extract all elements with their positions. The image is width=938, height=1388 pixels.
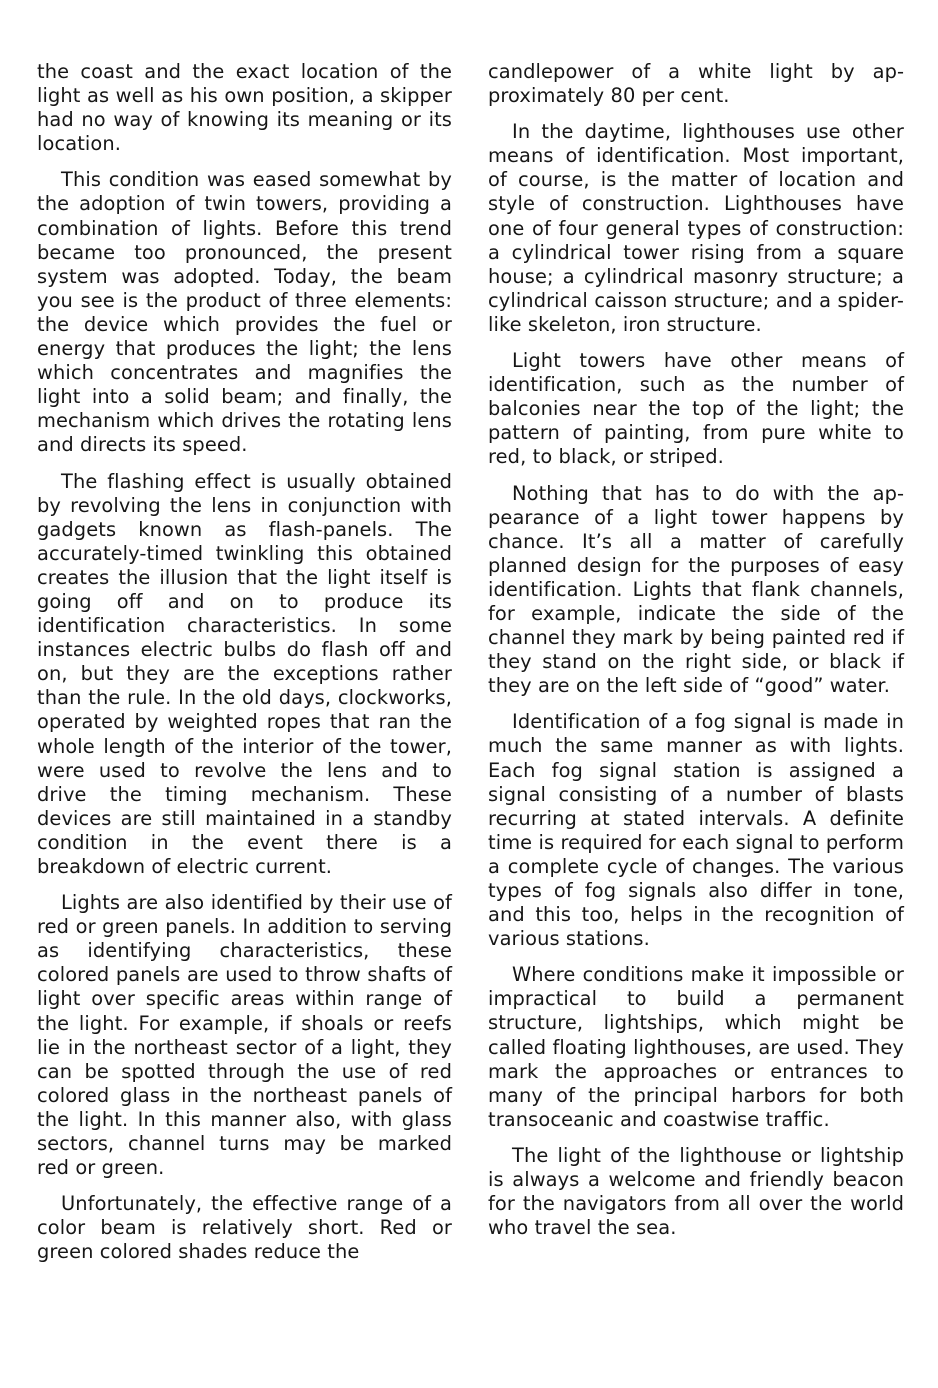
paragraph-light-towers: Light towers have other means of identification, such as the number of balconies near the top of the light; the pattern of painting, from pure white to red, to black, or striped. xyxy=(488,349,904,469)
paragraph-colored-panels: Lights are also identified by their use of red or green panels. In addition to serving as identifying characteristics, these colored panels are used to throw shafts of light over specific areas within range of the light. For example, if shoals or reefs lie in the northeast sector of a light, they can be spotted through the use of red colored glass in the northeast panels of the light. In this manner also, with glass sectors, channel turns may be marked red or green. xyxy=(37,891,452,1180)
paragraph-twin-towers: This condition was eased somewhat by the adoption of twin towers, providing a combination of lights. Before this trend became too pronounced, the present system was adopted. Today, the beam you see is the product of three elements: the device which provides the fuel or energy that produces the light; the lens which concentrates and magnifies the light into a solid beam; and finally, the mechanism which drives the rotating lens and directs its speed. xyxy=(37,168,452,457)
paragraph-daytime-identification: In the daytime, lighthouses use other means of identification. Most important, of course, is the matter of location and style of construction. Lighthouses have one of four general types of construction: a cylindrical tower rising from a square house; a cylindrical masonry structure; a cylindrical caisson structure; and a spider-like skeleton, iron structure. xyxy=(488,120,904,336)
paragraph-coast-location: the coast and the exact location of the light as well as his own position, a skipper had no way of knowing its meaning or its location. xyxy=(37,60,452,156)
paragraph-color-beam-range: Unfortunately, the effective range of a color beam is relatively short. Red or green colored shades reduce the xyxy=(37,1192,452,1264)
paragraph-candlepower: candlepower of a white light by approximately 80 per cent. xyxy=(488,60,904,108)
right-column xyxy=(488,60,904,1252)
paragraph-flashing-effect: The flashing effect is usually obtained by revolving the lens in conjunction with gadgets known as flash-panels. The accurately-timed twinkling this obtained creates the illusion that the light itself is going off and on to produce its identification characteristics. In some instances electric bulbs do flash off and on, but they are the exceptions rather than the rule. In the old days, clockworks, operated by weighted ropes that ran the whole length of the interior of the tower, were used to revolve the lens and to drive the timing mechanism. These devices are still maintained in a standby condition in the event there is a breakdown of electric current. xyxy=(37,469,452,878)
paragraph-fog-signal: Identification of a fog signal is made in much the same manner as with lights. Each fog signal station is assigned a signal consisting of a number of blasts recurring at stated intervals. A definite time is required for each signal to perform a complete cycle of changes. The various types of fog signals also differ in tone, and this too, helps in the recognition of various stations. xyxy=(488,710,904,951)
paragraph-design-appearance: Nothing that has to do with the appearance of a light tower happens by chance. It’s all a matter of carefully planned design for the purposes of easy identification. Lights that flank channels, for example, indicate the side of the channel they mark by being painted red if they stand on the right side, or black if they are on the left side of “good” water. xyxy=(488,481,904,698)
paragraph-lightships: Where conditions make it impossible or impractical to build a permanent structure, lightships, which might be called floating lighthouses, are used. They mark the approaches or entrances to many of the principal harbors for both transoceanic and coastwise traffic. xyxy=(488,963,904,1131)
left-column xyxy=(37,60,452,1277)
paragraph-welcome-beacon: The light of the lighthouse or lightship is always a welcome and friendly beacon for the navigators from all over the world who travel the sea. xyxy=(488,1143,904,1240)
